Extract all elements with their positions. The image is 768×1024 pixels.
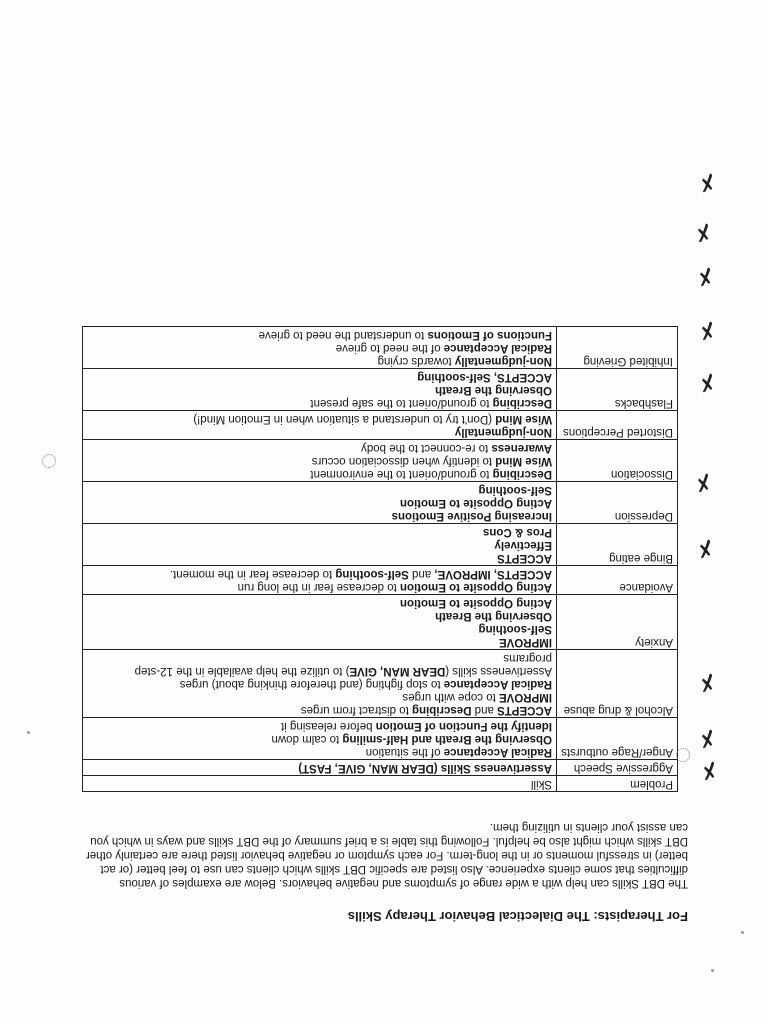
skill-note: to identify when dissociation occurs bbox=[311, 455, 496, 467]
skill-name: Describing bbox=[492, 468, 552, 480]
skill-line bbox=[87, 719, 552, 732]
table-row bbox=[83, 595, 678, 650]
skill-cell bbox=[83, 595, 557, 650]
skill-name: ACCEPTS bbox=[497, 552, 552, 564]
skill-line bbox=[87, 551, 552, 564]
skill-name: Increasing Positive Emotions bbox=[391, 510, 552, 522]
skill-name: Self-soothing bbox=[335, 568, 409, 580]
intro-paragraph: The DBT Skills can help with a wide range of symptoms and negative behaviors. Below are examples of various difficulties that some clients experience. Also listed are specific DBT skills which clients can use to feel better (or act better) in stressful moments or in the long-term. For each symptom or negative behavior listed there are certainly other DBT skills which might also be helpful. Following this table is a brief summary of the DBT skills and ways in which you can assist your clients in utilizing them. bbox=[85, 821, 688, 889]
skill-line bbox=[87, 732, 552, 745]
skill-note: to stop fighting (and therefore thinking about) urges bbox=[179, 678, 444, 690]
table-row bbox=[83, 566, 678, 595]
table-row bbox=[83, 482, 678, 524]
table-row bbox=[83, 369, 678, 411]
skill-note: to decrease fear in the moment. bbox=[169, 568, 336, 580]
handwritten-check-mark: ✗ bbox=[694, 315, 719, 344]
skill-line bbox=[87, 341, 552, 354]
skill-note: towards crying bbox=[377, 355, 455, 367]
skill-line bbox=[87, 525, 552, 538]
skill-name: Self-soothing bbox=[478, 623, 552, 635]
skill-cell bbox=[83, 411, 557, 440]
skill-cell bbox=[83, 718, 557, 760]
skill-line bbox=[87, 635, 552, 648]
skill-note: before releasing it bbox=[281, 720, 376, 732]
skill-name: ACCEPTS bbox=[497, 704, 552, 716]
skill-note: to re-connect to the body bbox=[361, 442, 492, 454]
skill-line bbox=[87, 622, 552, 635]
skill-name: Acting Opposite to Emotion bbox=[399, 597, 552, 609]
skill-name: Awareness bbox=[491, 442, 552, 454]
skill-note: of the situation bbox=[365, 746, 444, 758]
handwritten-check-mark: ✗ bbox=[692, 533, 717, 562]
skill-line bbox=[87, 567, 552, 580]
skill-name: Identify the Function of Emotion bbox=[375, 720, 552, 732]
problem-cell: Anger/Rage outbursts bbox=[557, 718, 678, 760]
table-row bbox=[83, 411, 678, 440]
skill-line bbox=[87, 761, 552, 774]
handwritten-check-mark: ✗ bbox=[694, 367, 719, 396]
skill-line bbox=[87, 483, 552, 496]
skill-name: Radical Acceptance bbox=[443, 746, 552, 758]
handwritten-check-mark: ✗ bbox=[690, 217, 715, 246]
skill-name: Observing the Breath bbox=[435, 610, 552, 622]
skill-cell bbox=[83, 566, 557, 595]
skill-note: to cope with urges bbox=[402, 691, 499, 703]
problem-cell: Distorted Perceptions bbox=[557, 411, 678, 440]
skill-line bbox=[87, 441, 552, 454]
skill-note: to calm down bbox=[271, 733, 343, 745]
skill-cell bbox=[83, 650, 557, 718]
header-problem: Problem bbox=[557, 776, 678, 792]
skill-name: Radical Acceptance bbox=[443, 678, 552, 690]
skill-name: Describing bbox=[492, 397, 552, 409]
skill-note: and bbox=[408, 568, 435, 580]
problem-cell: Aggressive Speech bbox=[557, 760, 678, 776]
skill-note: to ground/orient to the safe present bbox=[310, 397, 493, 409]
skill-name: Non-judgmentally bbox=[454, 426, 552, 438]
handwritten-circle bbox=[676, 748, 690, 762]
skill-note: ) to utilize the help available in the 12-step programs bbox=[134, 652, 552, 677]
header-skill: Skill bbox=[83, 776, 557, 792]
skill-line bbox=[87, 370, 552, 383]
skill-note: (Don't try to understand a situation when in Emotion Mind!) bbox=[193, 413, 496, 425]
scan-speck bbox=[27, 731, 30, 734]
skill-name: Radical Acceptance bbox=[443, 342, 552, 354]
skill-name: Self-soothing bbox=[478, 484, 552, 496]
skill-line bbox=[87, 509, 552, 522]
problem-cell: Depression bbox=[557, 482, 678, 524]
skill-line bbox=[87, 412, 552, 425]
skill-note: to distract from urges bbox=[300, 704, 413, 716]
skill-name: Wise Mind bbox=[495, 455, 552, 467]
skill-cell bbox=[83, 760, 557, 776]
scan-speck bbox=[711, 969, 714, 972]
skill-name: Pros & Cons bbox=[482, 526, 552, 538]
skill-note: to understand the need to grieve bbox=[258, 329, 428, 341]
skill-line bbox=[87, 745, 552, 758]
skill-note: and bbox=[471, 704, 498, 716]
handwritten-check-mark: ✗ bbox=[690, 467, 715, 496]
skill-cell bbox=[83, 524, 557, 566]
table-header-row bbox=[83, 776, 678, 792]
table-row bbox=[83, 327, 678, 369]
problem-cell: Alcohol & drug abuse bbox=[557, 650, 678, 718]
table-row bbox=[83, 524, 678, 566]
skill-cell bbox=[83, 440, 557, 482]
skill-name: Wise Mind bbox=[495, 413, 552, 425]
problem-cell: Binge eating bbox=[557, 524, 678, 566]
skill-line bbox=[87, 703, 552, 716]
handwritten-check-mark: ✗ bbox=[694, 167, 719, 196]
skill-line bbox=[87, 328, 552, 341]
skill-name: Acting Opposite to Emotion bbox=[399, 497, 552, 509]
skill-cell bbox=[83, 327, 557, 369]
handwritten-check-mark: ✗ bbox=[696, 755, 721, 784]
handwritten-check-mark: ✗ bbox=[694, 667, 719, 696]
skill-name: DEAR MAN, GIVE bbox=[349, 665, 446, 677]
skill-name: Non-judgmentally bbox=[454, 355, 552, 367]
problem-cell: Anxiety bbox=[557, 595, 678, 650]
skill-line bbox=[87, 651, 552, 677]
skill-name: Effectively bbox=[494, 539, 552, 551]
handwritten-check-mark: ✗ bbox=[694, 723, 719, 752]
table-row bbox=[83, 650, 678, 718]
document-title: For Therapists: The Dialectical Behavior Therapy Skills bbox=[347, 909, 688, 924]
table-row bbox=[83, 718, 678, 760]
skill-name: Observing the Breath bbox=[435, 384, 552, 396]
skill-name: IMPROVE bbox=[498, 636, 552, 648]
skill-name: Assertiveness Skills (DEAR MAN, GIVE, FAST) bbox=[298, 762, 552, 774]
problem-cell: Flashbacks bbox=[557, 369, 678, 411]
skill-note: of the need to grieve bbox=[335, 342, 444, 354]
skills-table bbox=[82, 326, 678, 792]
skill-name: Observing the Breath and Half-smiling bbox=[342, 733, 552, 745]
skill-line bbox=[87, 425, 552, 438]
skill-name: ACCEPTS, Self-soothing bbox=[417, 371, 552, 383]
table-row bbox=[83, 440, 678, 482]
skill-line bbox=[87, 354, 552, 367]
skill-line bbox=[87, 467, 552, 480]
handwritten-check-mark: ✗ bbox=[692, 261, 717, 290]
problem-cell: Avoidance bbox=[557, 566, 678, 595]
skill-line bbox=[87, 580, 552, 593]
skill-name: Acting Opposite to Emotion bbox=[399, 581, 552, 593]
skill-note: Assertiveness skills ( bbox=[445, 665, 552, 677]
skill-line bbox=[87, 396, 552, 409]
scan-artifact-circle bbox=[42, 454, 56, 468]
skill-name: IMPROVE bbox=[498, 691, 552, 703]
scan-speck bbox=[741, 931, 744, 934]
skill-line bbox=[87, 596, 552, 609]
skill-line bbox=[87, 609, 552, 622]
skill-note: to decrease fear in the long run bbox=[237, 581, 400, 593]
table-row bbox=[83, 760, 678, 776]
problem-cell: Inhibited Grieving bbox=[557, 327, 678, 369]
skill-line bbox=[87, 496, 552, 509]
problem-cell: Dissociation bbox=[557, 440, 678, 482]
skill-note: to ground/orient to the environment bbox=[310, 468, 493, 480]
skill-line bbox=[87, 383, 552, 396]
skill-line bbox=[87, 538, 552, 551]
skill-name: ACCEPTS, IMPROVE, bbox=[434, 568, 552, 580]
skill-cell bbox=[83, 369, 557, 411]
skill-line bbox=[87, 677, 552, 690]
skill-name: Describing bbox=[412, 704, 472, 716]
skill-cell bbox=[83, 482, 557, 524]
skill-name: Functions of Emotions bbox=[427, 329, 552, 341]
skill-line bbox=[87, 690, 552, 703]
skill-line bbox=[87, 454, 552, 467]
